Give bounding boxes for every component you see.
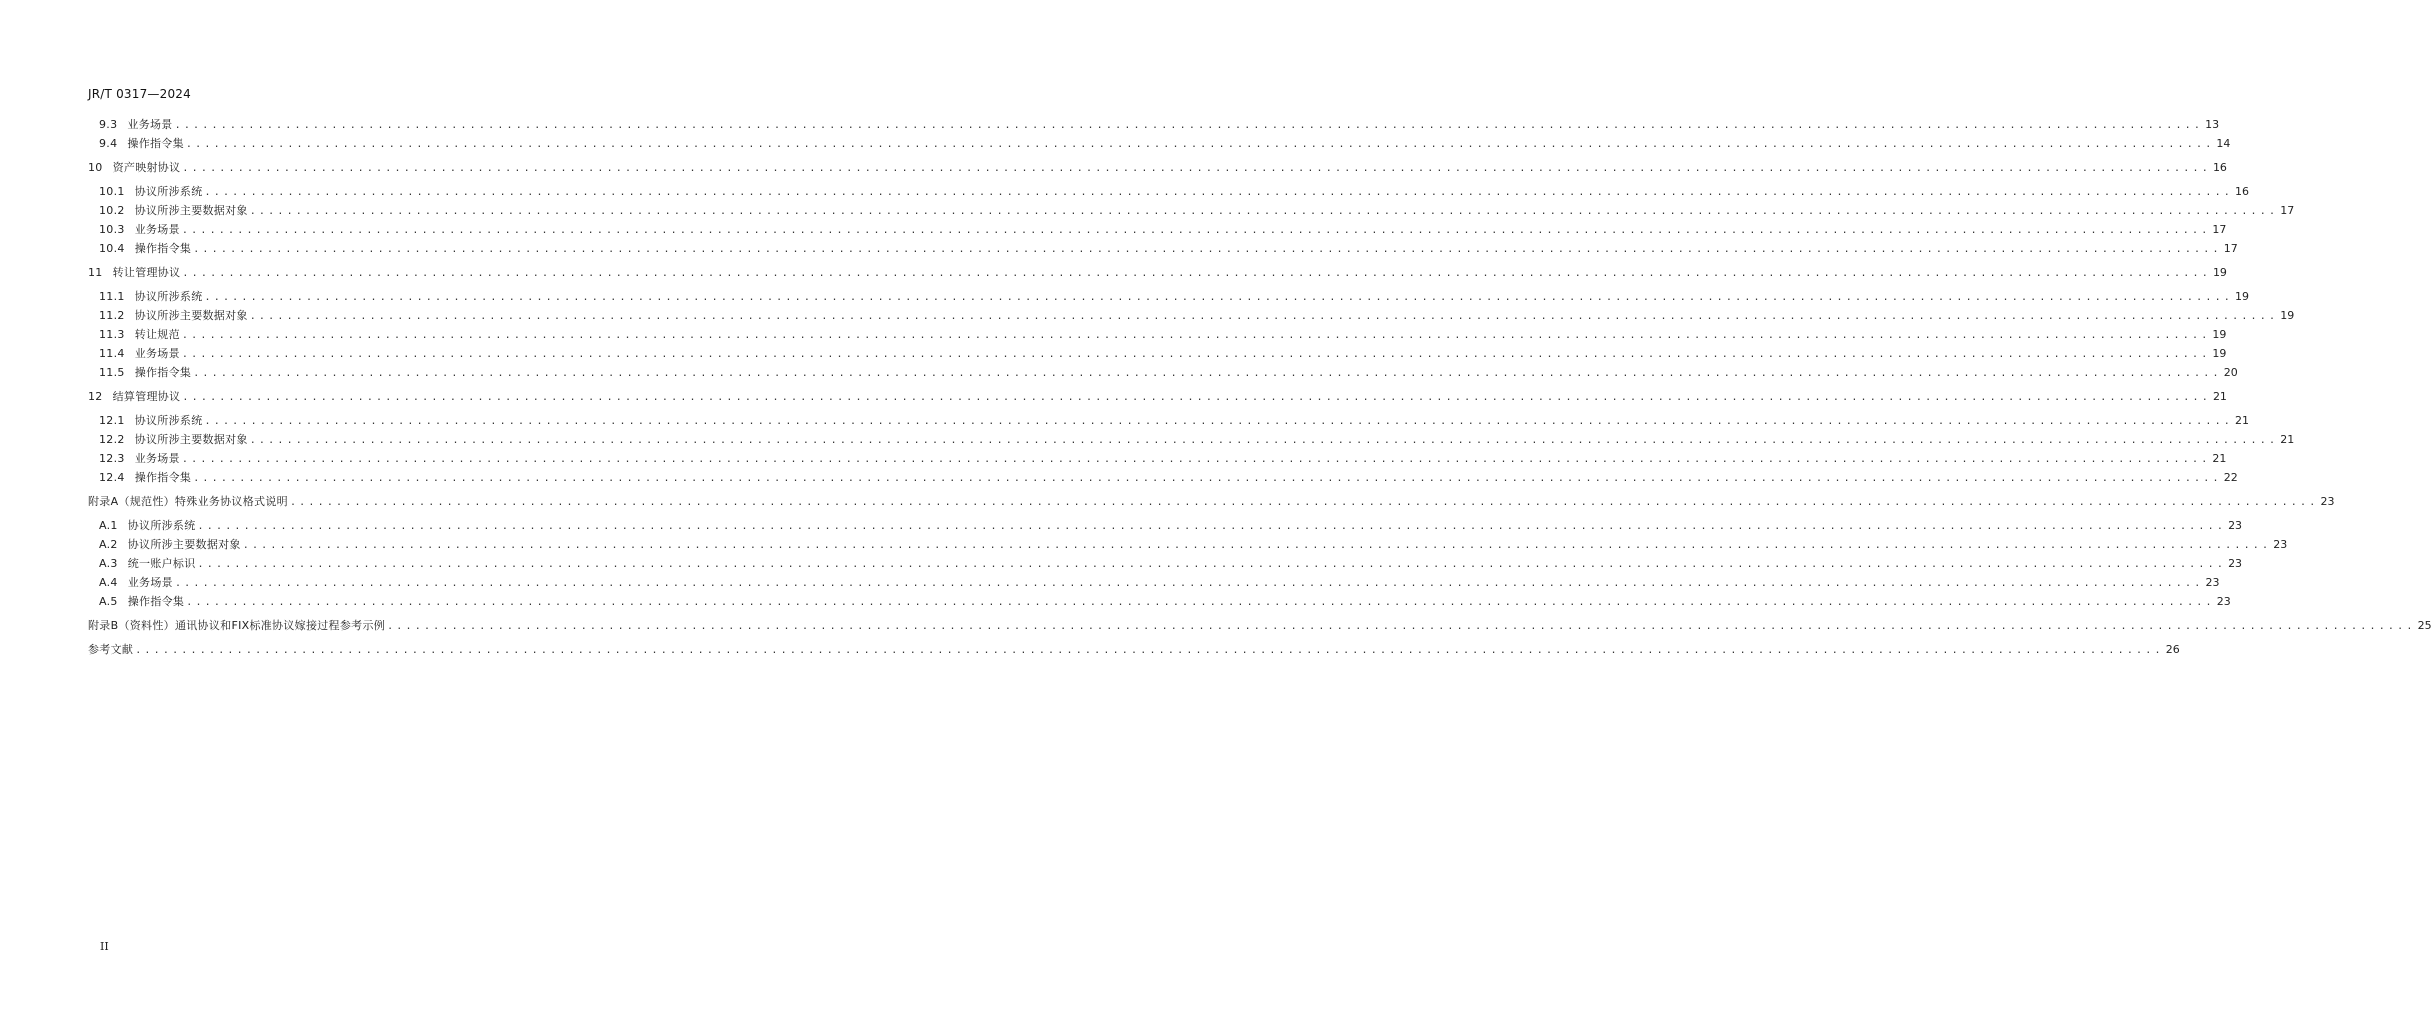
- toc-entry-label: [99, 593, 184, 611]
- toc-entry-number: 12.1: [99, 414, 125, 427]
- toc-entry-number: A.3: [99, 557, 118, 570]
- toc-leader-dots: ............................................................................................................................................................................................................................: [193, 473, 2222, 484]
- toc-entry-page: 17: [2212, 223, 2227, 236]
- toc-entry-number: 10.1: [99, 185, 125, 198]
- toc-leader-dots: ............................................................................................................................................................................................................................: [249, 311, 2279, 322]
- toc-leader-dots: ............................................................................................................................................................................................................................: [204, 187, 2234, 198]
- toc-entry-title: 协议所涉主要数据对象: [127, 538, 241, 551]
- toc-section-entry[interactable]: [99, 183, 2250, 201]
- toc-section-entry[interactable]: [99, 574, 2220, 592]
- toc-entry-label: [99, 555, 196, 573]
- toc-entry-label: [99, 469, 191, 487]
- toc-leader-dots: ............................................................................................................................................................................................................................: [387, 621, 2416, 632]
- toc-section-entry[interactable]: [99, 326, 2227, 344]
- toc-entry-title: 协议所涉主要数据对象: [134, 309, 248, 322]
- toc-entry-page: 19: [2235, 290, 2250, 303]
- toc-entry-title: 协议所涉主要数据对象: [134, 433, 248, 446]
- toc-section-entry[interactable]: [99, 517, 2243, 535]
- toc-entry-number: A.2: [99, 538, 118, 551]
- toc-section-entry[interactable]: [99, 469, 2238, 487]
- toc-section-entry[interactable]: [99, 364, 2238, 382]
- toc-entry-page: 23: [2320, 495, 2335, 508]
- toc-entry-label: [99, 450, 180, 468]
- toc-entry-page: 23: [2216, 595, 2231, 608]
- toc-entry-label: [99, 364, 191, 382]
- toc-section-entry[interactable]: [99, 307, 2295, 325]
- toc-section-entry[interactable]: [99, 555, 2243, 573]
- toc-leader-dots: ............................................................................................................................................................................................................................: [242, 540, 2272, 551]
- toc-entry-label: [88, 641, 133, 659]
- toc-chapter-entry[interactable]: [88, 641, 2180, 659]
- toc-entry-label: [99, 202, 248, 220]
- toc-entry-number: 11.5: [99, 366, 125, 379]
- toc-entry-label: [99, 116, 173, 134]
- toc-section-entry[interactable]: [99, 431, 2295, 449]
- toc-entry-title: 协议所涉系统: [134, 290, 203, 303]
- toc-entry-page: 21: [2280, 433, 2295, 446]
- toc-leader-dots: ............................................................................................................................................................................................................................: [135, 645, 2164, 656]
- toc-entry-page: 23: [2228, 557, 2243, 570]
- toc-section-entry[interactable]: [99, 536, 2288, 554]
- toc-entry-title: 协议所涉系统: [127, 519, 196, 532]
- toc-section-entry[interactable]: [99, 202, 2295, 220]
- toc-entry-page: 16: [2235, 185, 2250, 198]
- toc-entry-page: 21: [2212, 390, 2227, 403]
- toc-entry-page: 17: [2280, 204, 2295, 217]
- toc-entry-number: 9.4: [99, 137, 118, 150]
- toc-entry-label: [88, 493, 288, 511]
- toc-leader-dots: ............................................................................................................................................................................................................................: [174, 578, 2204, 589]
- toc-entry-number: 10.2: [99, 204, 125, 217]
- toc-section-entry[interactable]: [99, 288, 2250, 306]
- toc-entry-title: 操作指令集: [134, 471, 192, 484]
- toc-entry-label: [88, 159, 180, 177]
- toc-entry-page: 22: [2223, 471, 2238, 484]
- toc-chapter-entry[interactable]: [88, 388, 2227, 406]
- toc-entry-title: 转让规范: [134, 328, 180, 341]
- toc-entry-page: 20: [2223, 366, 2238, 379]
- toc-entry-title: （规范性）特殊业务协议格式说明: [118, 495, 288, 508]
- toc-entry-title: 业务场景: [134, 452, 180, 465]
- toc-chapter-entry[interactable]: [88, 617, 2432, 635]
- toc-entry-page: 19: [2212, 328, 2227, 341]
- toc-entry-title: 协议所涉系统: [134, 185, 203, 198]
- toc-entry-label: [99, 412, 203, 430]
- toc-entry-title: 业务场景: [134, 223, 180, 236]
- toc-entry-title: 操作指令集: [134, 242, 192, 255]
- toc-entry-label: [88, 388, 180, 406]
- toc-entry-label: [99, 536, 241, 554]
- toc-entry-label: [99, 307, 248, 325]
- toc-entry-number: 11.1: [99, 290, 125, 303]
- toc-entry-page: 21: [2235, 414, 2250, 427]
- toc-entry-title: 协议所涉系统: [134, 414, 203, 427]
- toc-entry-number: 附录A: [88, 495, 119, 508]
- toc-section-entry[interactable]: [99, 240, 2238, 258]
- toc-leader-dots: ............................................................................................................................................................................................................................: [181, 454, 2211, 465]
- toc-leader-dots: ............................................................................................................................................................................................................................: [186, 597, 2215, 608]
- toc-entry-title: 统一账户标识: [127, 557, 196, 570]
- toc-entry-page: 19: [2280, 309, 2295, 322]
- toc-chapter-entry[interactable]: [88, 159, 2227, 177]
- toc-section-entry[interactable]: [99, 412, 2250, 430]
- toc-entry-page: 23: [2228, 519, 2243, 532]
- toc-entry-number: A.5: [99, 595, 118, 608]
- toc-entry-title: 协议所涉主要数据对象: [134, 204, 248, 217]
- toc-entry-number: A.4: [99, 576, 118, 589]
- toc-entry-title: 操作指令集: [134, 366, 192, 379]
- toc-entry-number: 12.4: [99, 471, 125, 484]
- toc-entry-page: 21: [2212, 452, 2227, 465]
- toc-entry-number: 附录B: [88, 619, 119, 632]
- toc-entry-label: [99, 288, 203, 306]
- toc-entry-label: [99, 517, 196, 535]
- toc-entry-page: 25: [2417, 619, 2432, 632]
- document-header-standard-id: JR/T 0317—2024: [88, 87, 191, 101]
- toc-entry-title: 业务场景: [127, 576, 173, 589]
- toc-entry-page: 26: [2165, 643, 2180, 656]
- toc-entry-label: [99, 240, 191, 258]
- toc-entry-label: [99, 431, 248, 449]
- toc-entry-title: 业务场景: [134, 347, 180, 360]
- toc-section-entry[interactable]: [99, 135, 2231, 153]
- toc-entry-number: 12.3: [99, 452, 125, 465]
- toc-leader-dots: ............................................................................................................................................................................................................................: [249, 206, 2279, 217]
- toc-entry-title: 参考文献: [88, 643, 134, 656]
- toc-entry-page: 17: [2223, 242, 2238, 255]
- toc-entry-number: 10.4: [99, 242, 125, 255]
- toc-chapter-entry[interactable]: [88, 264, 2227, 282]
- toc-entry-number: 10: [88, 161, 103, 174]
- toc-entry-number: 11.4: [99, 347, 125, 360]
- toc-entry-page: 16: [2212, 161, 2227, 174]
- toc-entry-title: 结算管理协议: [112, 390, 181, 403]
- toc-chapter-entry[interactable]: [88, 493, 2335, 511]
- toc-entry-number: 12: [88, 390, 103, 403]
- toc-entry-title: 操作指令集: [127, 595, 185, 608]
- toc-leader-dots: ............................................................................................................................................................................................................................: [182, 268, 2211, 279]
- toc-section-entry[interactable]: [99, 345, 2227, 363]
- toc-leader-dots: ............................................................................................................................................................................................................................: [289, 497, 2319, 508]
- toc-section-entry[interactable]: [99, 593, 2231, 611]
- toc-entry-page: 13: [2205, 118, 2220, 131]
- toc-entry-title: 资产映射协议: [112, 161, 181, 174]
- toc-entry-label: [88, 617, 385, 635]
- toc-entry-title: （资料性）通讯协议和FIX标准协议嫁接过程参考示例: [118, 619, 386, 632]
- toc-leader-dots: ............................................................................................................................................................................................................................: [181, 349, 2211, 360]
- toc-section-entry[interactable]: [99, 116, 2220, 134]
- toc-entry-number: 11: [88, 266, 103, 279]
- toc-entry-title: 转让管理协议: [112, 266, 181, 279]
- toc-leader-dots: ............................................................................................................................................................................................................................: [193, 368, 2222, 379]
- toc-leader-dots: ............................................................................................................................................................................................................................: [174, 120, 2204, 131]
- toc-entry-number: A.1: [99, 519, 118, 532]
- toc-leader-dots: ............................................................................................................................................................................................................................: [197, 559, 2227, 570]
- toc-entry-page: 19: [2212, 347, 2227, 360]
- toc-entry-page: 23: [2205, 576, 2220, 589]
- toc-entry-label: [99, 135, 184, 153]
- toc-leader-dots: ............................................................................................................................................................................................................................: [197, 521, 2227, 532]
- toc-leader-dots: ............................................................................................................................................................................................................................: [204, 292, 2234, 303]
- toc-leader-dots: ............................................................................................................................................................................................................................: [193, 244, 2222, 255]
- page-number: II: [100, 940, 109, 953]
- toc-entry-number: 11.3: [99, 328, 125, 341]
- toc-leader-dots: ............................................................................................................................................................................................................................: [182, 392, 2211, 403]
- toc-entry-page: 19: [2212, 266, 2227, 279]
- toc-section-entry[interactable]: [99, 221, 2227, 239]
- toc-section-entry[interactable]: [99, 450, 2227, 468]
- toc-leader-dots: ............................................................................................................................................................................................................................: [181, 225, 2211, 236]
- toc-entry-number: 10.3: [99, 223, 125, 236]
- toc-entry-title: 操作指令集: [127, 137, 184, 150]
- toc-leader-dots: ............................................................................................................................................................................................................................: [182, 163, 2211, 174]
- toc-entry-label: [99, 345, 180, 363]
- toc-entry-label: [99, 183, 203, 201]
- toc-entry-label: [99, 574, 173, 592]
- toc-entry-number: 11.2: [99, 309, 125, 322]
- toc-entry-label: [88, 264, 180, 282]
- toc-entry-page: 14: [2216, 137, 2231, 150]
- toc-entry-label: [99, 221, 180, 239]
- toc-entry-title: 业务场景: [127, 118, 173, 131]
- toc-leader-dots: ............................................................................................................................................................................................................................: [249, 435, 2279, 446]
- toc-entry-number: 9.3: [99, 118, 118, 131]
- toc-entry-page: 23: [2273, 538, 2288, 551]
- toc-leader-dots: ............................................................................................................................................................................................................................: [185, 139, 2215, 150]
- toc-entry-label: [99, 326, 180, 344]
- toc-entry-number: 12.2: [99, 433, 125, 446]
- toc-leader-dots: ............................................................................................................................................................................................................................: [181, 330, 2211, 341]
- toc-leader-dots: ............................................................................................................................................................................................................................: [204, 416, 2234, 427]
